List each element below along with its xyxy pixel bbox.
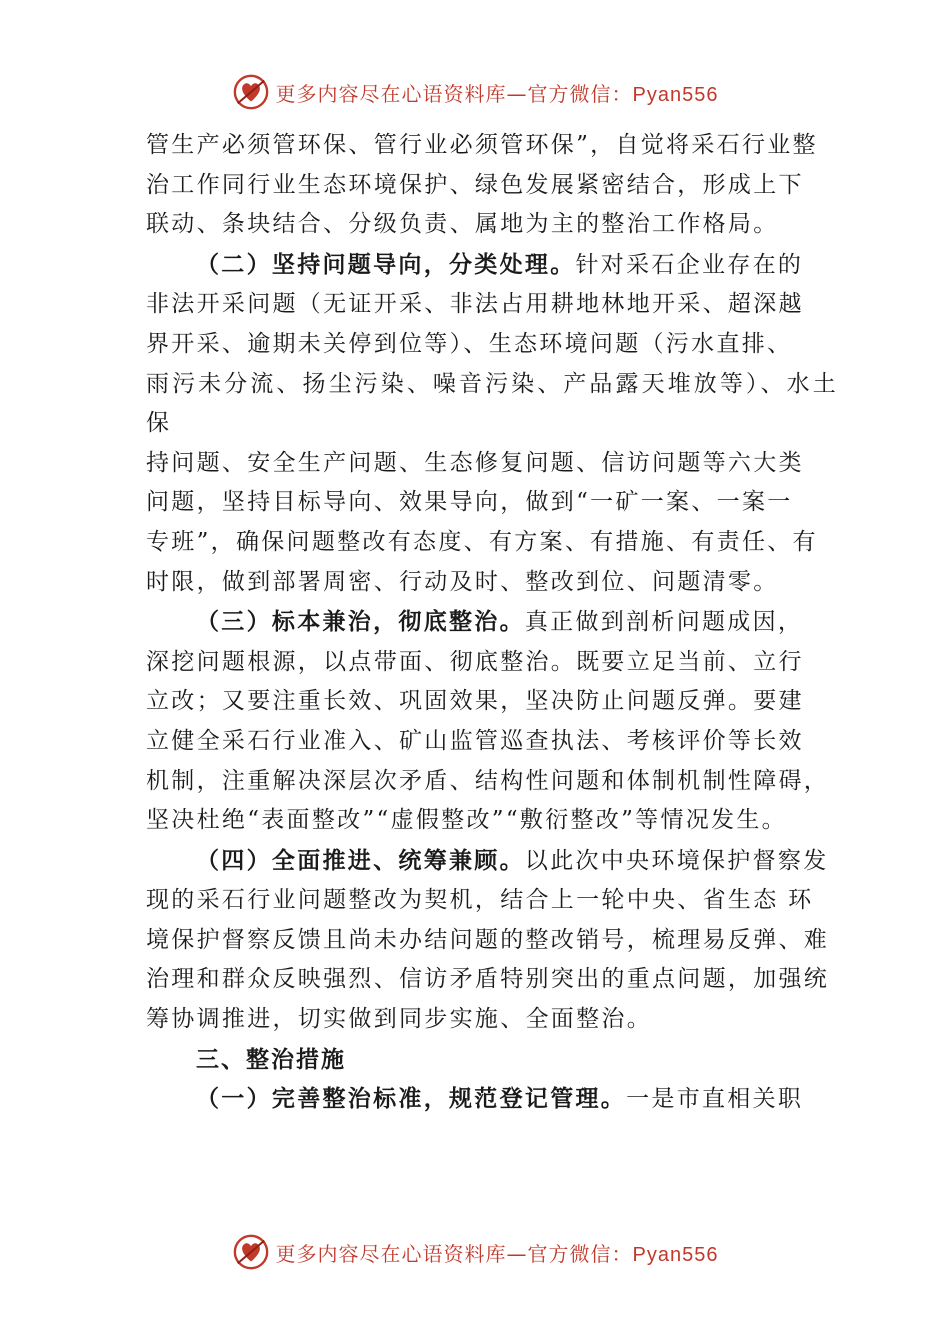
paragraph-3: （三）标本兼治，彻底整治。真正做到剖析问题成因， 深挖问题根源，以点带面、彻底整治。既要立足当前、立行 立改；又要注重长效、巩固效果，坚决防止问题反弹。要建 立健全采石行业准入、矿山监管巡查执法、考核评价等长效 机制，注重解决深层次矛盾、结构性问题和体制机制性障碍， 坚决杜绝“表面整改”“虚假整改”“敷衍整改”等情况发生。 xyxy=(146,608,830,834)
paragraph-lead: （二）坚持问题导向，分类处理。 xyxy=(196,250,576,278)
paragraph-lead: （三）标本兼治，彻底整治。 xyxy=(196,608,525,636)
heart-logo-icon xyxy=(232,1233,270,1271)
paragraph-continuation: 管生产必须管环保、管行业必须管环保”，自觉将采石行业整 治工作同行业生态环境保护、绿色发展紧密结合，形成上下 联动、条块结合、分级负责、属地为主的整治工作格局。 xyxy=(146,132,818,238)
watermark-text: 更多内容尽在心语资料库—官方微信：Pyan556 xyxy=(275,81,719,106)
paragraph-5: （一）完善整治标准，规范登记管理。一是市直相关职 xyxy=(196,1085,804,1113)
heart-logo-icon xyxy=(232,73,270,111)
section-heading: 三、整治措施 xyxy=(196,1045,346,1073)
watermark-header xyxy=(0,70,950,114)
watermark-text: 更多内容尽在心语资料库—官方微信：Pyan556 xyxy=(275,1241,719,1266)
watermark-footer xyxy=(0,1230,950,1274)
document-body xyxy=(146,126,838,1120)
paragraph-lead: （一）完善整治标准，规范登记管理。 xyxy=(196,1085,627,1113)
paragraph-2: （二）坚持问题导向，分类处理。针对采石企业存在的 非法开采问题（无证开采、非法占用耕地林地开采、超深越 界开采、逾期未关停到位等）、生态环境问题（污水直排、 雨污未分流、扬尘污染、噪音污染、产品露天堆放等）、水土保 持问题、安全生产问题、生态修复问题、信访问题等六大类 问题，坚持目标导向、效果导向，做到“一矿一案、一案一 专班”，确保问题整改有态度、有方案、有措施、有责任、有 时限，做到部署周密、行动及时、整改到位、问题清零。 xyxy=(146,250,838,595)
paragraph-4: （四）全面推进、统筹兼顾。以此次中央环境保护督察发 现的采石行业问题整改为契机，结合上一轮中央、省生态 环 境保护督察反馈且尚未办结问题的整改销号，梳理易反弹、难 治理和群众反映强烈、信访矛盾特别突出的重点问题，加强统 筹协调推进，切实做到同步实施、全面整治。 xyxy=(146,846,830,1033)
paragraph-lead: （四）全面推进、统筹兼顾。 xyxy=(196,846,525,874)
